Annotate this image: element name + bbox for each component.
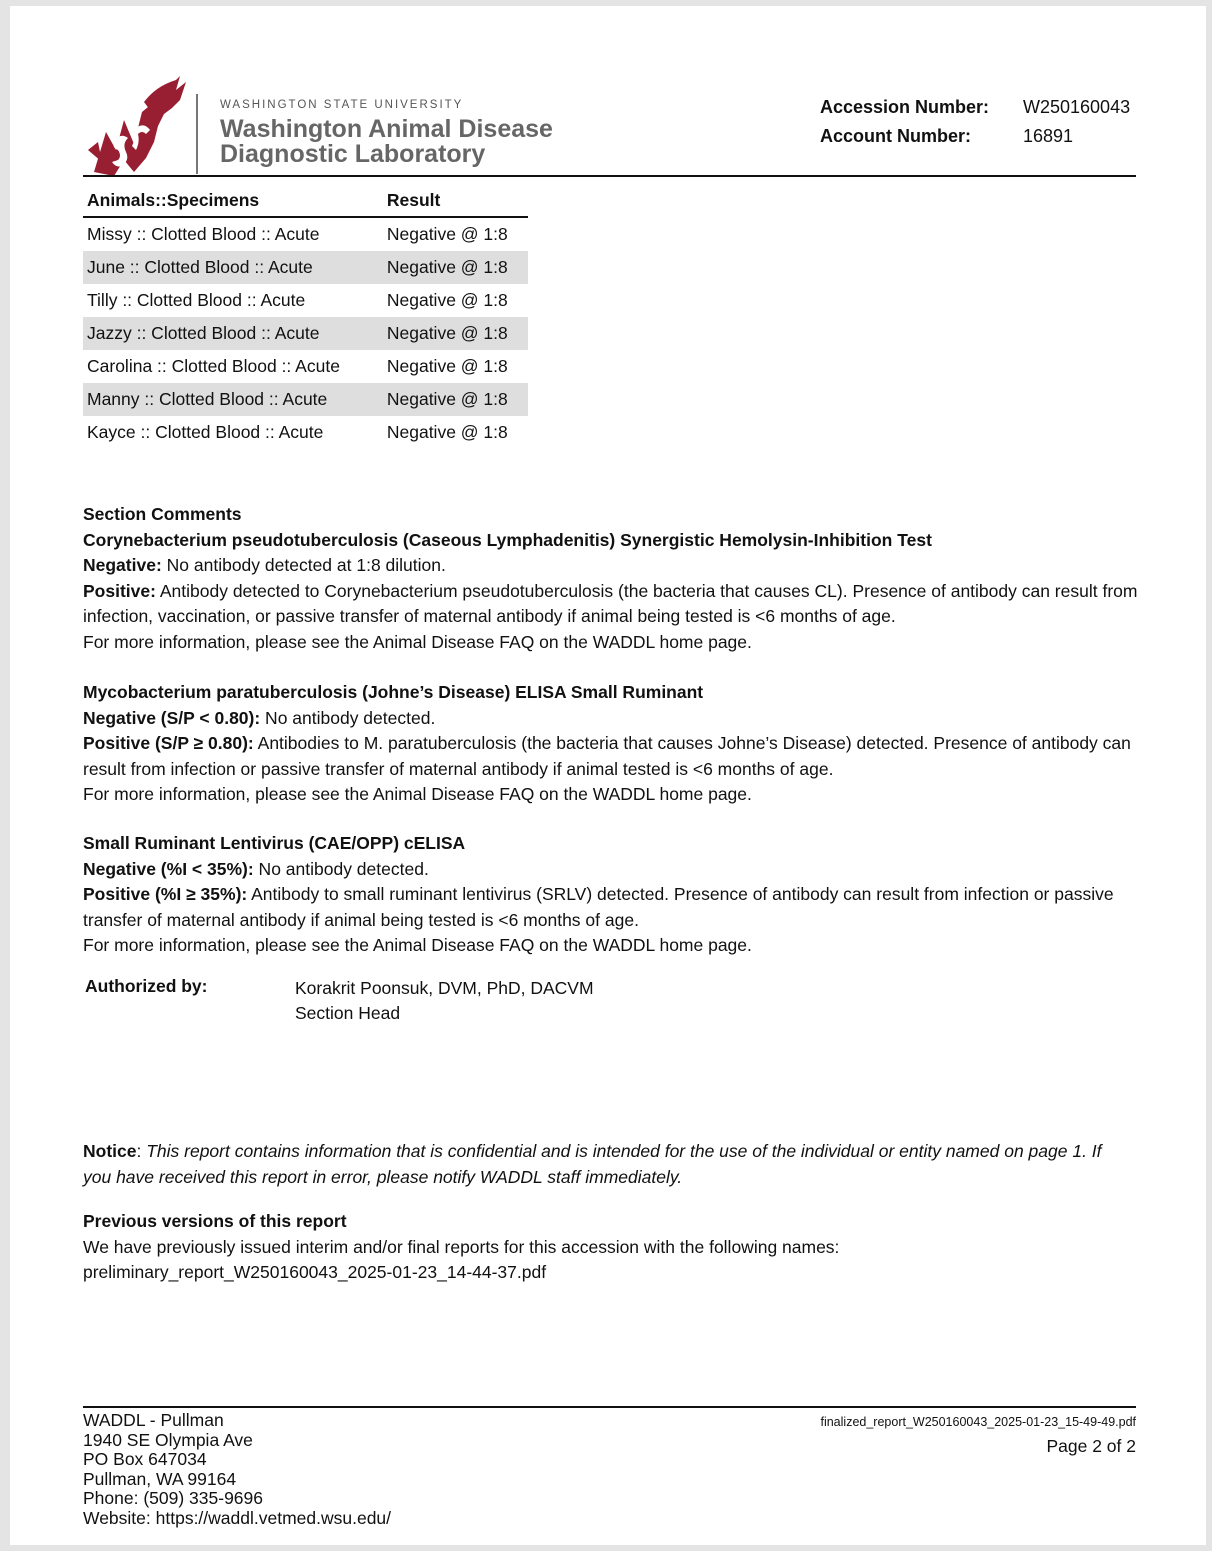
footer-divider: [83, 1406, 1136, 1408]
table-row: [83, 317, 528, 350]
table-row: [83, 284, 528, 317]
cl-negative: [83, 553, 1143, 579]
column-header-specimens: Animals::Specimens: [83, 186, 375, 217]
table-row: [83, 383, 528, 416]
footer-street: 1940 SE Olympia Ave: [83, 1429, 253, 1450]
wsu-cougar-logo-icon: [84, 72, 188, 180]
cl-positive: [83, 579, 1143, 630]
report-page: [10, 6, 1206, 1545]
notice-sep: :: [136, 1141, 142, 1161]
table-row: [83, 217, 528, 251]
footer-phone: Phone: (509) 335-9696: [83, 1488, 263, 1508]
specimen-cell: Kayce :: Clotted Blood :: Acute: [87, 422, 324, 442]
cl-negative-label: Negative:: [83, 555, 162, 575]
previous-versions-intro: We have previously issued interim and/or final reports for this accession with the following names:: [83, 1236, 840, 1257]
university-name: WASHINGTON STATE UNIVERSITY: [220, 99, 464, 111]
cl-test-title: Corynebacterium pseudotuberculosis (Caseous Lymphadenitis) Synergistic Hemolysin-Inhibition Test: [83, 529, 932, 550]
result-cell: Negative @ 1:8: [386, 356, 508, 376]
johnes-test-title: Mycobacterium paratuberculosis (Johne’s Disease) ELISA Small Ruminant: [83, 682, 704, 702]
johnes-positive: [83, 731, 1143, 782]
result-cell: Negative @ 1:8: [386, 290, 508, 310]
previous-report-file: preliminary_report_W250160043_2025-01-23_14-44-37.pdf: [83, 1262, 547, 1282]
table-row: [83, 350, 528, 383]
confidentiality-notice: [83, 1139, 1133, 1190]
srlv-negative-text: No antibody detected.: [253, 858, 429, 879]
authorized-by-label: Authorized by:: [85, 976, 208, 996]
previous-versions: [83, 1209, 1143, 1286]
result-cell: Negative @ 1:8: [386, 224, 508, 244]
srlv-more-info: For more information, please see the Animal Disease FAQ on the WADDL home page.: [83, 935, 752, 955]
section-comments-heading: Section Comments: [83, 504, 242, 524]
account-label: Account Number:: [820, 126, 972, 146]
page-number: Page 2 of 2: [1046, 1436, 1136, 1456]
srlv-positive: [83, 882, 1143, 933]
cl-positive-label: Positive:: [83, 580, 156, 601]
results-header-row: [83, 186, 528, 217]
specimen-cell: June :: Clotted Blood :: Acute: [83, 251, 375, 284]
srlv-negative: [83, 857, 1143, 883]
footer-address: [83, 1411, 391, 1528]
cl-more-info: For more information, please see the Animal Disease FAQ on the WADDL home page.: [83, 631, 752, 652]
result-cell: Negative @ 1:8: [375, 317, 528, 350]
authorizer-title: Section Head: [295, 1003, 401, 1023]
footer-lab-name: WADDL - Pullman: [83, 1410, 224, 1430]
johnes-comments: [83, 680, 1143, 808]
johnes-more-info: For more information, please see the Animal Disease FAQ on the WADDL home page.: [83, 784, 752, 804]
footer-filename: finalized_report_W250160043_2025-01-23_15-49-49.pdf: [820, 1415, 1136, 1429]
johnes-negative-text: No antibody detected.: [260, 707, 436, 728]
accession-value: W250160043: [1023, 97, 1131, 117]
previous-versions-heading: Previous versions of this report: [83, 1211, 347, 1231]
srlv-test-title: Small Ruminant Lentivirus (CAE/OPP) cELISA: [83, 833, 466, 853]
lab-name-line1: Washington Animal Disease: [220, 115, 553, 143]
johnes-negative-label: Negative (S/P < 0.80):: [83, 707, 261, 728]
lab-name-line2: Diagnostic Laboratory: [220, 140, 486, 168]
accession-label: Accession Number:: [820, 97, 990, 117]
notice-label: Notice: [83, 1141, 137, 1161]
srlv-comments: [83, 831, 1143, 959]
result-cell: Negative @ 1:8: [375, 251, 528, 284]
cl-negative-text: No antibody detected at 1:8 dilution.: [161, 555, 446, 575]
notice-text: This report contains information that is confidential and is intended for the use of the individual or entity named on page 1. If you have received this report in error, please notify WADDL staff immediately.: [83, 1141, 1102, 1187]
specimen-cell: Tilly :: Clotted Blood :: Acute: [87, 290, 306, 310]
srlv-positive-text: Antibody to small ruminant lentivirus (SRLV) detected. Presence of antibody can result from infection or passive transfer of maternal antibody if animal being tested is <6 months of age.: [83, 884, 1114, 930]
johnes-positive-label: Positive (S/P ≥ 0.80):: [83, 733, 254, 753]
johnes-negative: [83, 706, 1143, 732]
footer-po-box: PO Box 647034: [83, 1449, 207, 1469]
authorizer-name: Korakrit Poonsuk, DVM, PhD, DACVM: [295, 978, 594, 998]
specimen-cell: Manny :: Clotted Blood :: Acute: [83, 383, 375, 416]
specimen-cell: Carolina :: Clotted Blood :: Acute: [87, 356, 340, 376]
logo-divider: [196, 94, 198, 174]
specimen-cell: Missy :: Clotted Blood :: Acute: [87, 224, 320, 244]
table-row: [83, 251, 528, 284]
srlv-positive-label: Positive (%I ≥ 35%):: [83, 884, 248, 904]
authorizer: [295, 976, 594, 1026]
specimen-cell: Jazzy :: Clotted Blood :: Acute: [83, 317, 375, 350]
footer-city: Pullman, WA 99164: [83, 1468, 237, 1489]
header-divider: [83, 175, 1136, 177]
column-header-result: Result: [375, 186, 528, 217]
srlv-negative-label: Negative (%I < 35%):: [83, 858, 254, 879]
table-row: [83, 416, 528, 449]
result-cell: Negative @ 1:8: [386, 422, 508, 442]
cl-positive-text: Antibody detected to Corynebacterium pseudotuberculosis (the bacteria that causes CL). Presence of antibody can result from infection, vaccination, or passive transfer of maternal antibody if animal being tested is <6 months of age.: [83, 580, 1138, 626]
result-cell: Negative @ 1:8: [375, 383, 528, 416]
johnes-positive-text: Antibodies to M. paratuberculosis (the bacteria that causes Johne’s Disease) detected. Presence of antibody can result from infection or passive transfer of maternal antibody if animal tested is <6 months of age.: [83, 733, 1131, 779]
section-comments: [83, 502, 1143, 655]
footer-website: Website: https://waddl.vetmed.wsu.edu/: [83, 1507, 392, 1528]
account-value: 16891: [1023, 126, 1074, 146]
results-table: [83, 186, 528, 449]
